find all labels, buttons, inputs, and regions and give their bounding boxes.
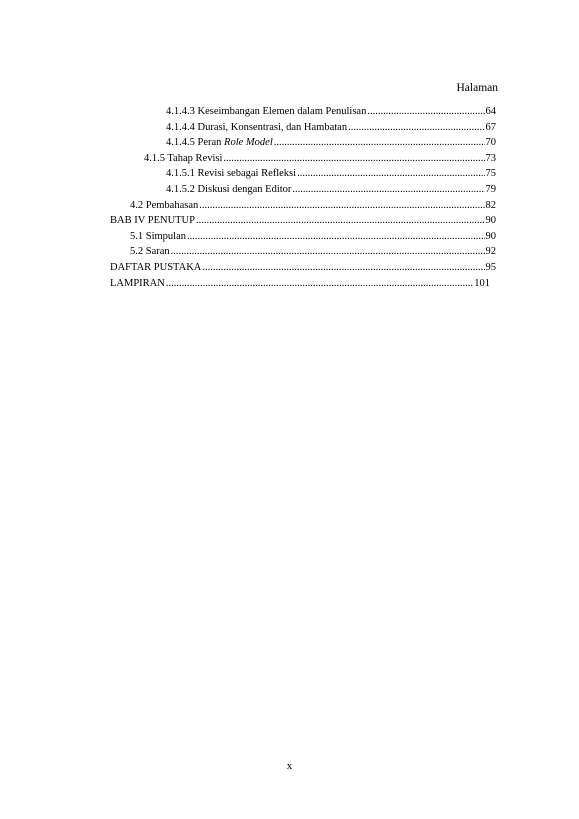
toc-leader-dots xyxy=(199,200,484,211)
toc-entry-4-1-4-4[interactable] xyxy=(110,122,496,138)
toc-entry-title: 5.1 Simpulan xyxy=(130,230,187,242)
toc-entry-title: 4.1.4.5 Peran Role Model xyxy=(166,137,273,149)
halaman-header: Halaman xyxy=(456,82,498,94)
toc-entry-title: BAB IV PENUTUP xyxy=(110,215,195,227)
toc-entry-title: 4.1.4.4 Durasi, Konsentrasi, dan Hambatan xyxy=(166,121,348,133)
toc-entry-bab-iv[interactable] xyxy=(110,215,496,231)
toc-entry-5-2[interactable] xyxy=(110,246,496,262)
toc-entry-page: 101 xyxy=(474,277,490,289)
toc-entry-page: 90 xyxy=(485,230,496,242)
toc-leader-dots xyxy=(187,231,484,242)
toc-entry-5-1[interactable] xyxy=(110,231,496,247)
toc-entry-4-1-4-5[interactable] xyxy=(110,137,496,153)
toc-entry-4-1-5-2[interactable] xyxy=(110,184,496,200)
toc-entry-title: LAMPIRAN xyxy=(110,277,165,289)
toc-entry-title: 4.1.5.2 Diskusi dengan Editor xyxy=(166,183,292,195)
toc-leader-dots xyxy=(196,215,485,226)
toc-entry-title: 5.2 Saran xyxy=(130,246,170,258)
toc-entry-lampiran[interactable] xyxy=(110,278,490,294)
toc-leader-dots xyxy=(223,153,484,164)
toc-entry-title: 4.1.4.3 Keseimbangan Elemen dalam Penulisan xyxy=(166,106,367,117)
toc-entry-title-italic: Role Model xyxy=(224,137,273,149)
toc-entry-title: 4.1.5.1 Revisi sebagai Refleksi xyxy=(166,168,297,180)
table-of-contents xyxy=(110,106,496,293)
toc-entry-page: 82 xyxy=(485,199,496,211)
toc-leader-dots xyxy=(171,246,485,257)
toc-entry-page: 64 xyxy=(485,106,496,117)
toc-entry-page: 70 xyxy=(485,137,496,149)
toc-entry-4-1-5[interactable] xyxy=(110,153,496,169)
toc-entry-title: DAFTAR PUSTAKA xyxy=(110,261,202,273)
toc-entry-4-1-5-1[interactable] xyxy=(110,168,496,184)
toc-entry-4-1-4-3[interactable] xyxy=(110,106,496,122)
toc-leader-dots xyxy=(292,184,484,195)
toc-entry-title: 4.2 Pembahasan xyxy=(130,199,199,211)
toc-entry-page: 73 xyxy=(485,152,496,164)
toc-entry-daftar-pustaka[interactable] xyxy=(110,262,496,278)
toc-leader-dots xyxy=(274,137,485,148)
toc-entry-page: 95 xyxy=(485,261,496,273)
toc-leader-dots xyxy=(297,168,484,179)
toc-leader-dots xyxy=(202,262,484,273)
toc-entry-page: 75 xyxy=(485,168,496,180)
toc-entry-page: 92 xyxy=(485,246,496,258)
toc-entry-page: 67 xyxy=(485,121,496,133)
toc-entry-page: 79 xyxy=(485,183,496,195)
toc-entry-page: 90 xyxy=(485,215,496,227)
toc-entry-title: 4.1.5 Tahap Revisi xyxy=(144,152,223,164)
toc-leader-dots xyxy=(348,122,484,133)
toc-leader-dots xyxy=(367,106,484,117)
toc-leader-dots xyxy=(166,278,473,289)
toc-entry-4-2[interactable] xyxy=(110,200,496,216)
page-number: x xyxy=(286,760,293,772)
